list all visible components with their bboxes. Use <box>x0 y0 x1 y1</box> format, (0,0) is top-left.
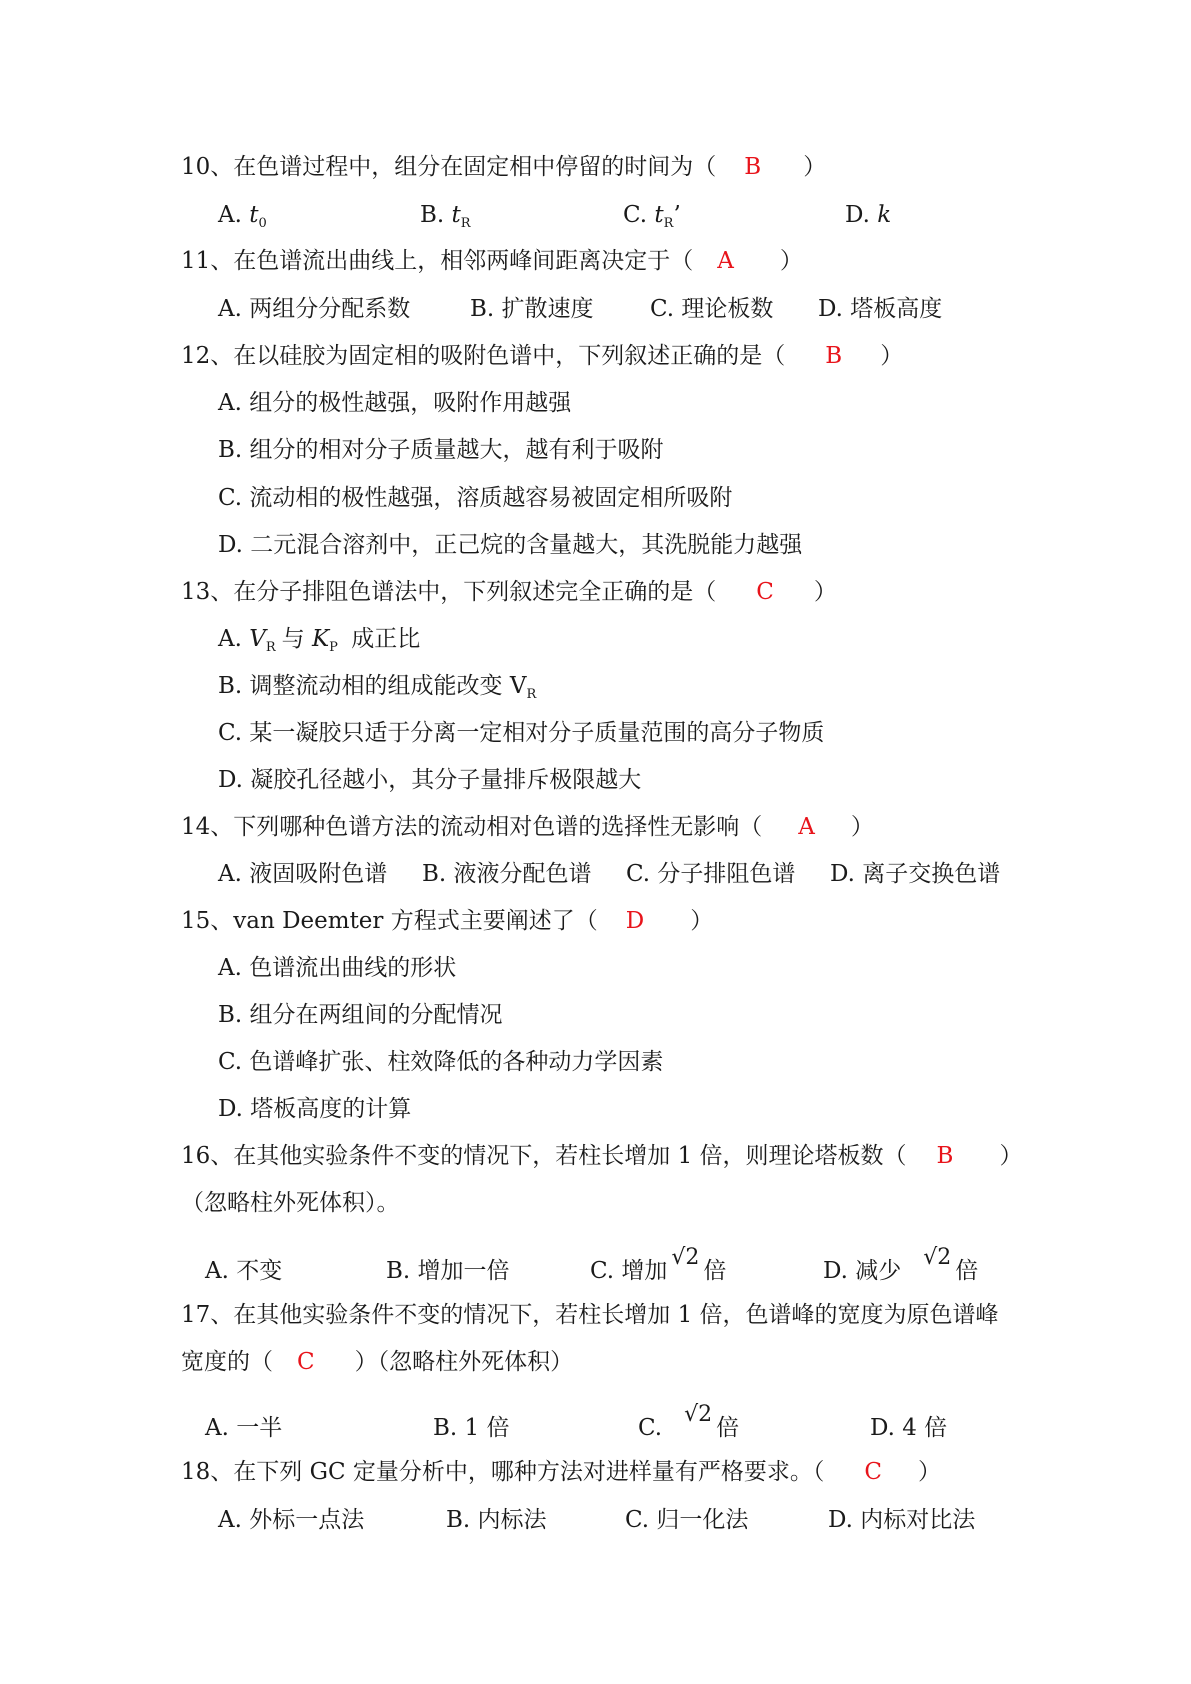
q18-option-b: B. 内标法 <box>446 1507 547 1533</box>
q17-option-d: D. 4 倍 <box>870 1415 948 1441</box>
sqrt-two-symbol: √2 <box>684 1402 713 1427</box>
q11-stem-line: 11、在色谱流出曲线上，相邻两峰间距离决定于（ A ） <box>181 248 803 274</box>
q14-option-c: C. 分子排阻色谱 <box>626 861 796 887</box>
q13-option-c: C. 某一凝胶只适于分离一定相对分子质量范围的高分子物质 <box>218 720 825 746</box>
q12-option-b: B. 组分的相对分子质量越大，越有利于吸附 <box>218 437 664 463</box>
q10-answer: B <box>744 154 762 180</box>
q13-answer: C <box>756 579 774 605</box>
q14-option-d: D. 离子交换色谱 <box>830 861 1001 887</box>
q14-answer: A <box>798 814 815 840</box>
q14-option-b: B. 液液分配色谱 <box>422 861 592 887</box>
q10-option-c: C. $t_R$’ <box>623 202 681 231</box>
q12-option-c: C. 流动相的极性越强，溶质越容易被固定相所吸附 <box>218 485 733 511</box>
q14-stem-line: 14、下列哪种色谱方法的流动相对色谱的选择性无影响（ A ） <box>181 814 874 840</box>
q17-stem-line: 17、在其他实验条件不变的情况下，若柱长增加 1 倍，色谱峰的宽度为原色谱峰 <box>181 1302 999 1328</box>
q16-option-b: B. 增加一倍 <box>386 1258 510 1284</box>
q18-stem-line: 18、在下列 GC 定量分析中，哪种方法对进样量有严格要求。（ C ） <box>181 1459 941 1485</box>
q16-note: （忽略柱外死体积）。 <box>181 1190 400 1216</box>
q12-stem-line: 12、在以硅胶为固定相的吸附色谱中，下列叙述正确的是（ B ） <box>181 343 904 369</box>
q17-option-c: C.√2倍 <box>638 1402 740 1441</box>
sqrt-two-symbol: √2 <box>671 1245 700 1270</box>
q18-option-c: C. 归一化法 <box>625 1507 749 1533</box>
q13-option-b: B. 调整流动相的组成能改变 $V_R$ <box>218 673 537 702</box>
q14-option-a: A. 液固吸附色谱 <box>218 861 388 887</box>
q13-stem-line: 13、在分子排阻色谱法中，下列叙述完全正确的是（ C ） <box>181 579 837 605</box>
q11-option-d: D. 塔板高度 <box>818 296 943 322</box>
q17-option-a: A. 一半 <box>205 1415 283 1441</box>
q15-answer: D <box>625 908 645 934</box>
q17-option-b: B. 1 倍 <box>433 1415 510 1441</box>
q17-answer: C <box>297 1349 315 1375</box>
q17-stem-line-2: 宽度的（ C ）（忽略柱外死体积） <box>181 1349 574 1375</box>
q11-answer: A <box>717 248 734 274</box>
q18-option-d: D. 内标对比法 <box>828 1507 976 1533</box>
q16-option-d: D. 减少√2倍 <box>823 1245 979 1284</box>
q13-option-d: D. 凝胶孔径越小，其分子量排斥极限越大 <box>218 767 642 793</box>
q10-option-a: A. $t_0$ <box>218 202 267 231</box>
q15-option-a: A. 色谱流出曲线的形状 <box>218 955 457 981</box>
sqrt-two-symbol: √2 <box>923 1245 952 1270</box>
q12-option-a: A. 组分的极性越强，吸附作用越强 <box>218 390 572 416</box>
q10-option-d: D. k <box>845 202 892 228</box>
q11-option-b: B. 扩散速度 <box>470 296 594 322</box>
q15-option-b: B. 组分在两组间的分配情况 <box>218 1002 503 1028</box>
q12-answer: B <box>825 343 843 369</box>
q18-answer: C <box>864 1459 882 1485</box>
q13-option-a: A. $V_R$ 与 $K_P$ 成正比 <box>218 626 421 655</box>
q16-option-a: A. 不变 <box>205 1258 283 1284</box>
q16-stem-line: 16、在其他实验条件不变的情况下，若柱长增加 1 倍，则理论塔板数（ B ） <box>181 1143 1023 1169</box>
q10-option-b: B. $t_R$ <box>420 202 471 231</box>
q11-option-a: A. 两组分分配系数 <box>218 296 411 322</box>
q10-stem-line: 10、在色谱过程中，组分在固定相中停留的时间为（ B ） <box>181 154 827 180</box>
q15-option-d: D. 塔板高度的计算 <box>218 1096 412 1122</box>
q11-option-c: C. 理论板数 <box>650 296 774 322</box>
q16-option-c: C. 增加√2倍 <box>590 1245 727 1284</box>
q12-option-d: D. 二元混合溶剂中，正己烷的含量越大，其洗脱能力越强 <box>218 532 803 558</box>
q18-option-a: A. 外标一点法 <box>218 1507 365 1533</box>
q16-answer: B <box>936 1143 954 1169</box>
q15-option-c: C. 色谱峰扩张、柱效降低的各种动力学因素 <box>218 1049 664 1075</box>
q15-stem-line: 15、van Deemter 方程式主要阐述了（ D ） <box>181 908 714 934</box>
